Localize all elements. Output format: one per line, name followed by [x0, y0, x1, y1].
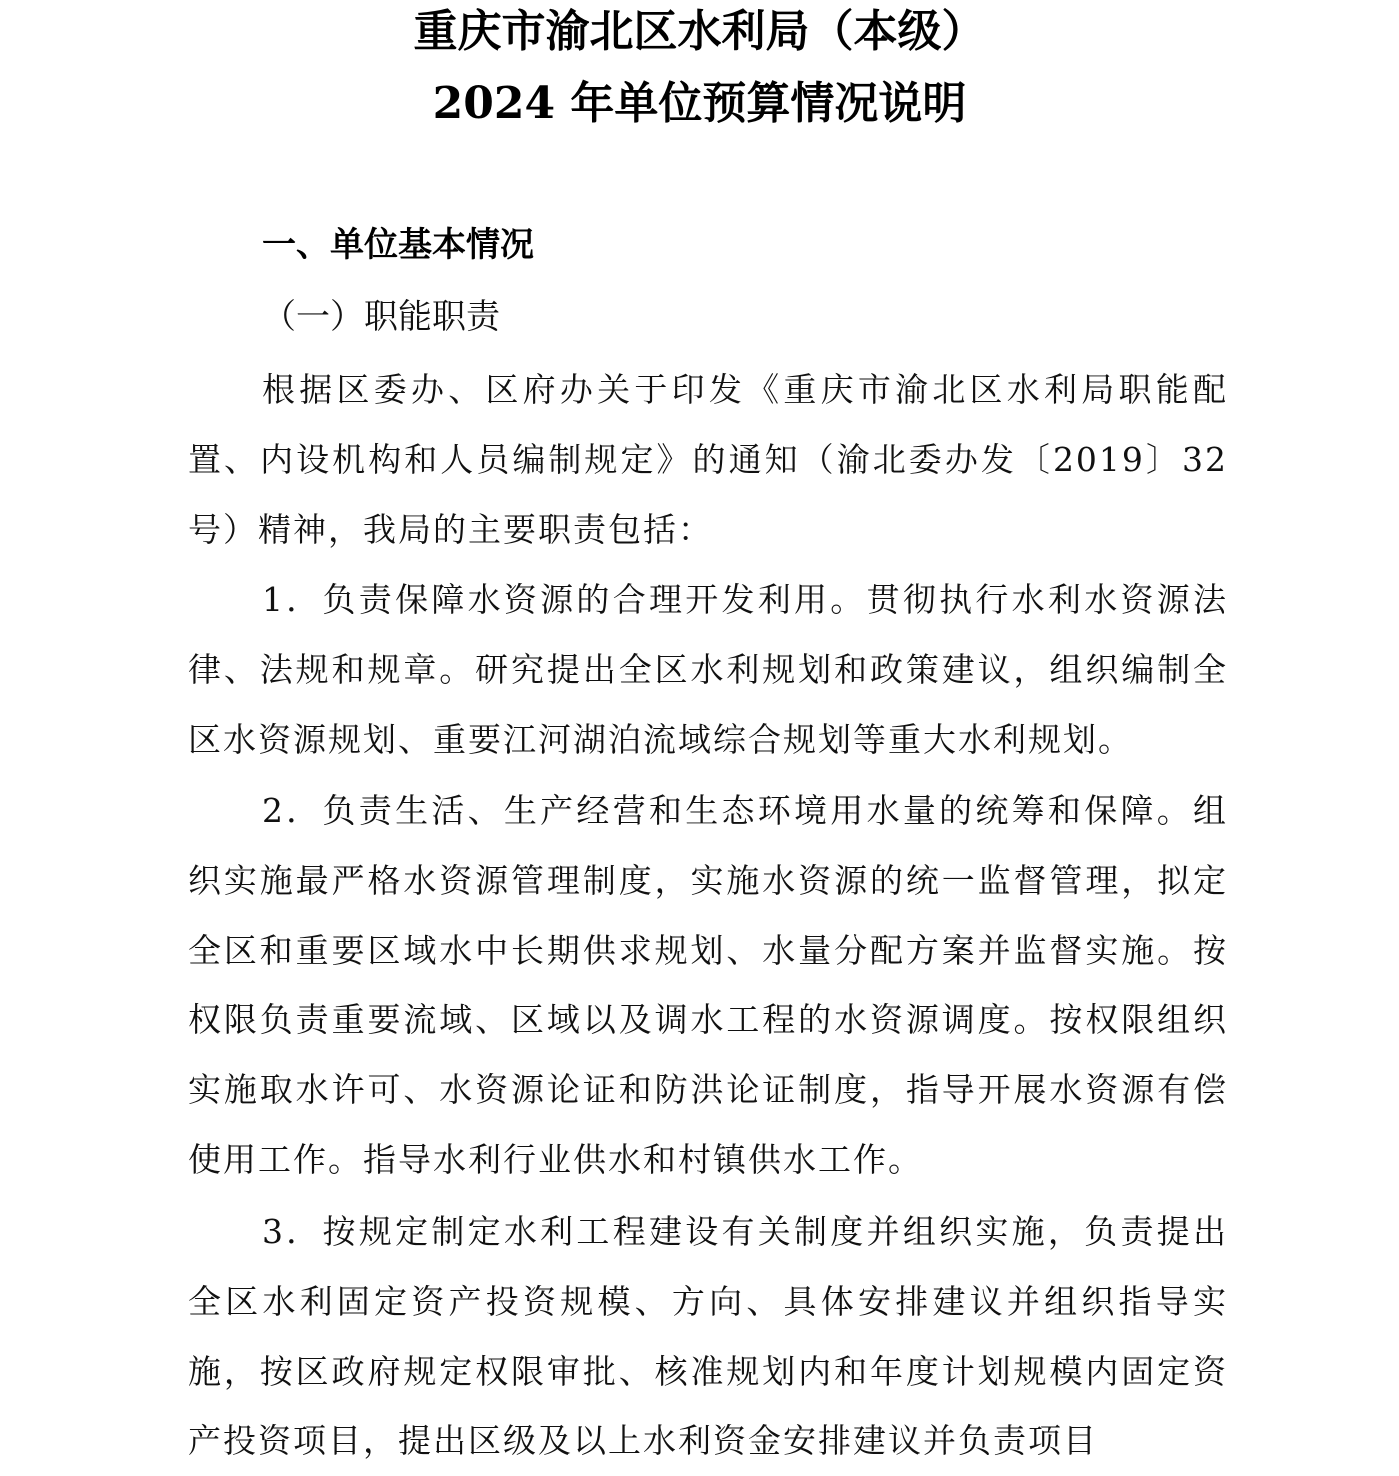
subsection-heading: （一）职能职责: [262, 297, 500, 337]
section-heading: 一、单位基本情况: [262, 225, 534, 265]
paragraph-duty-1: 1．负责保障水资源的合理开发利用。贯彻执行水利水资源法律、法规和规章。研究提出全区水利规划和政策建议，组织编制全区水资源规划、重要江河湖泊流域综合规划等重大水利规划。: [188, 580, 1228, 759]
paragraph-intro: 根据区委办、区府办关于印发《重庆市渝北区水利局职能配置、内设机构和人员编制规定》的通知（渝北委办发〔2019〕32 号）精神，我局的主要职责包括：: [188, 370, 1228, 549]
document-title-line2: 2024 年单位预算情况说明: [432, 78, 967, 129]
document-title-line1: 重庆市渝北区水利局（本级）: [413, 6, 986, 57]
paragraph-duty-2: 2．负责生活、生产经营和生态环境用水量的统筹和保障。组织实施最严格水资源管理制度，实施水资源的统一监督管理，拟定全区和重要区域水中长期供求规划、水量分配方案并监督实施。按权限负责重要流域、区域以及调水工程的水资源调度。按权限组织实施取水许可、水资源论证和防洪论证制度，指导开展水资源有偿使用工作。指导水利行业供水和村镇供水工作。: [188, 791, 1228, 1179]
paragraph-duty-3: 3．按规定制定水利工程建设有关制度并组织实施，负责提出全区水利固定资产投资规模、方向、具体安排建议并组织指导实施，按区政府规定权限审批、核准规划内和年度计划规模内固定资产投资项目，提出区级及以上水利资金安排建议并负责项目: [188, 1212, 1228, 1461]
